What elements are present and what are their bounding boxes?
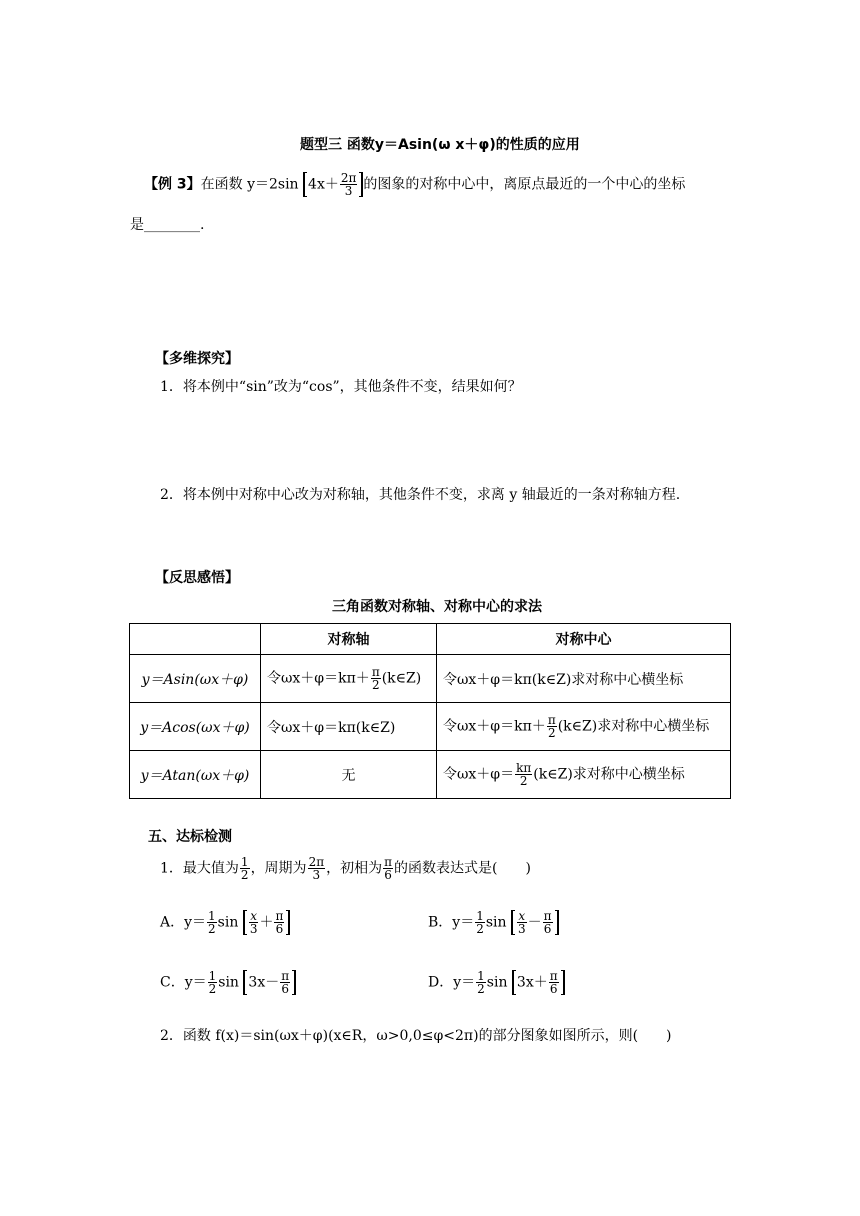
row-center: 令ωx＋φ＝kπ＋ $\frac{\pi}{2}$ (k∈Z)求对称中心横坐标 xyxy=(437,703,731,751)
example-label: 【例 3】 xyxy=(144,176,201,193)
example-prefix: 在函数 y＝2sin xyxy=(200,176,299,193)
row-center: 令ωx＋φ＝kπ(k∈Z)求对称中心横坐标 xyxy=(437,655,731,703)
table-row xyxy=(130,703,731,751)
row-center: 令ωx＋φ＝ $\frac{k\pi}{2}$ (k∈Z)求对称中心横坐标 xyxy=(437,751,731,799)
table-header-center: 对称中心 xyxy=(437,624,731,655)
example-arg-fraction: $\frac{2\pi}{3}$ xyxy=(340,171,357,198)
example-suffix: 的图象的对称中心中，离原点最近的一个中心的坐标 xyxy=(363,176,686,193)
table-header-empty xyxy=(130,624,261,655)
table-header-axis: 对称轴 xyxy=(261,624,437,655)
table-row xyxy=(130,751,731,799)
explore-question-1: 1．将本例中“sin”改为“cos”，其他条件不变，结果如何？ xyxy=(160,379,522,395)
reflect-heading: 【反思感悟】 xyxy=(155,570,239,586)
check-question-2: 2．函数 f(x)＝sin(ωx＋φ)(x∈R，ω>0,0≤φ<2π)的部分图象如图所示，则( ) xyxy=(160,1028,672,1044)
option-a[interactable]: A．y＝ $\frac{1}{2}$ sin $\frac{x}{3}$ ＋ $\frac{\pi}{6}$ xyxy=(160,910,290,935)
example-3-line2: 是________. xyxy=(130,217,205,233)
symmetry-table xyxy=(129,623,731,799)
table-title: 三角函数对称轴、对称中心的求法 xyxy=(332,599,542,615)
row-axis: 令ωx＋φ＝kπ＋ $\frac{\pi}{2}$ (k∈Z) xyxy=(261,655,437,703)
check-question-1: 1．最大值为 $\frac{1}{2}$ ，周期为 $\frac{2\pi}{3}$ ，初相为 $\frac{\pi}{6}$ 的函数表达式是( ) xyxy=(160,855,531,882)
row-function: y＝Atan(ωx＋φ) xyxy=(130,751,261,799)
table-row xyxy=(130,655,731,703)
example-arg-text: 4x＋ xyxy=(308,176,339,193)
row-axis: 无 xyxy=(261,751,437,799)
check-heading: 五、达标检测 xyxy=(148,829,232,845)
explore-heading: 【多维探究】 xyxy=(155,351,239,367)
example-argument xyxy=(303,172,363,197)
row-function: y＝Asin(ωx＋φ) xyxy=(130,655,261,703)
table-header-row xyxy=(130,624,731,655)
option-d[interactable]: D．y＝ $\frac{1}{2}$ sin 3x＋ $\frac{\pi}{6}$ xyxy=(428,970,565,995)
row-function: y＝Acos(ωx＋φ) xyxy=(130,703,261,751)
example-3-line1 xyxy=(144,172,685,197)
row-axis: 令ωx＋φ＝kπ(k∈Z) xyxy=(261,703,437,751)
section-title: 题型三 函数y＝Asin(ω x＋φ)的性质的应用 xyxy=(300,137,580,153)
option-c[interactable]: C．y＝ $\frac{1}{2}$ sin 3x－ $\frac{\pi}{6}$ xyxy=(160,970,296,995)
option-b[interactable]: B．y＝ $\frac{1}{2}$ sin $\frac{x}{3}$ － $\frac{\pi}{6}$ xyxy=(428,910,559,935)
explore-question-2: 2．将本例中对称中心改为对称轴，其他条件不变，求离 y 轴最近的一条对称轴方程. xyxy=(160,487,681,503)
